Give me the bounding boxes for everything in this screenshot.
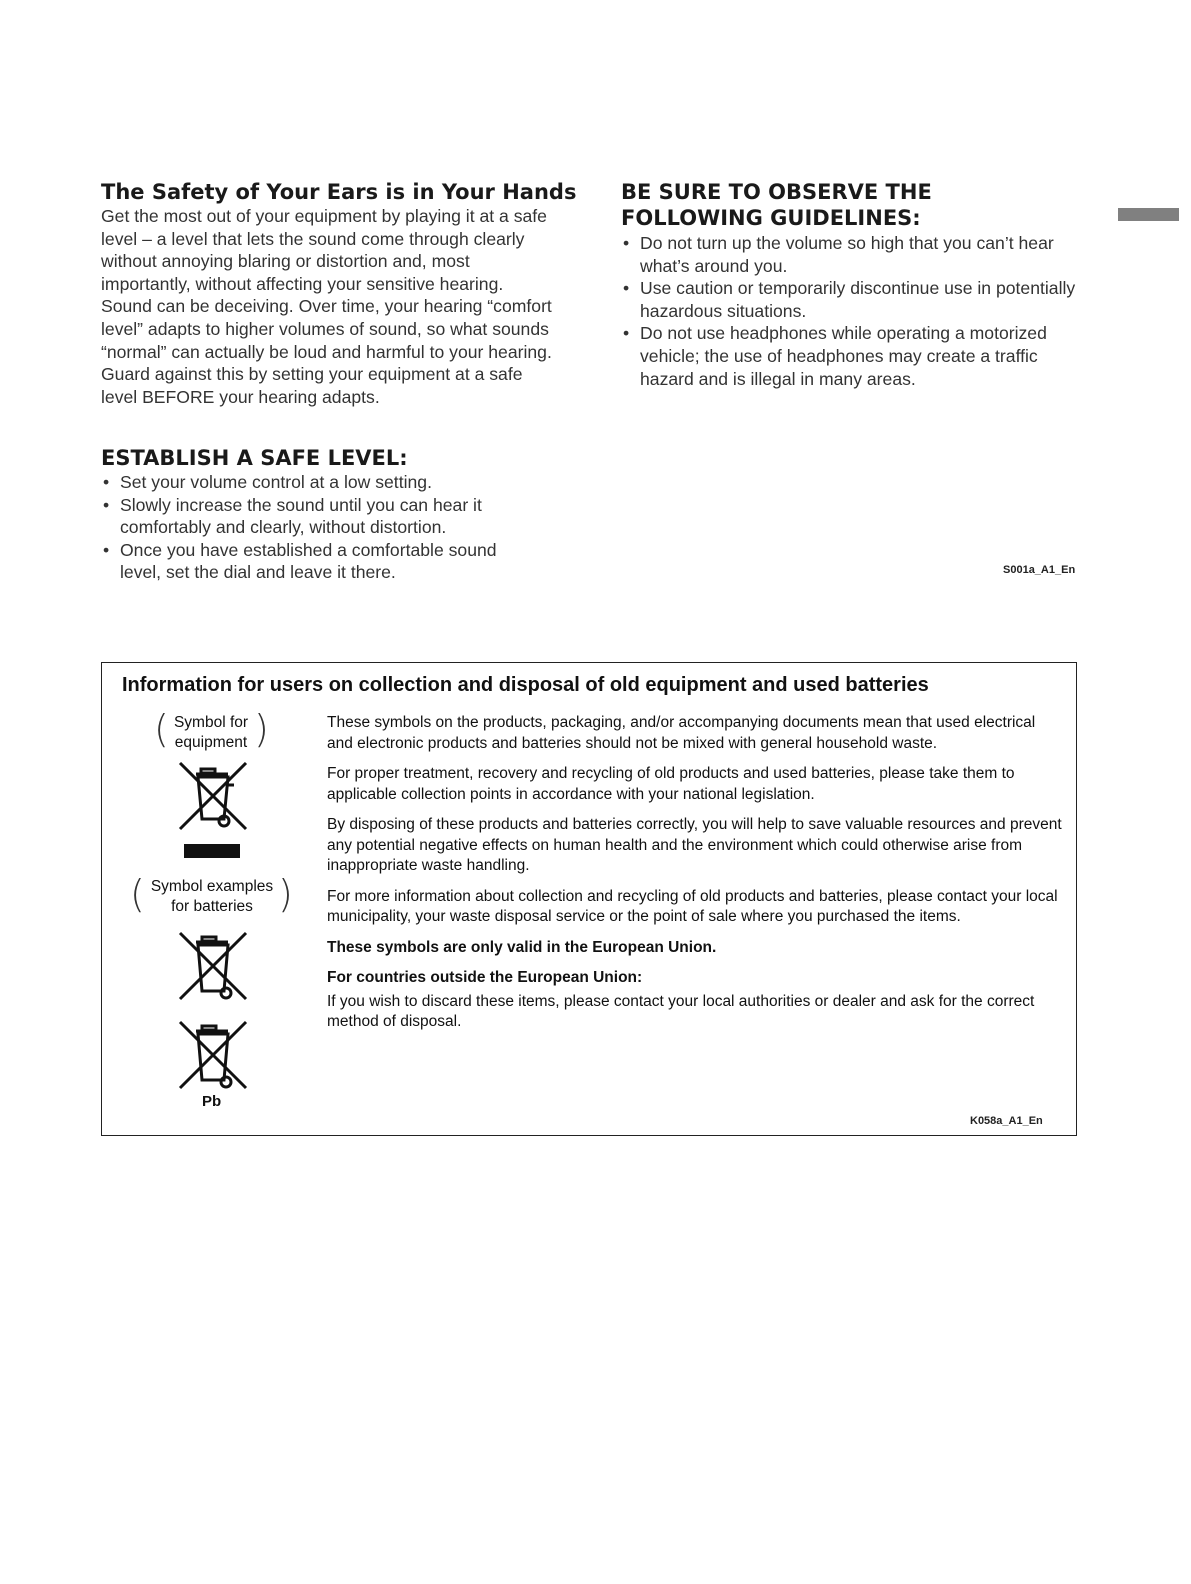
list-item: • Use caution or temporarily discontinue use in potentially hazardous situations. xyxy=(621,277,1076,322)
close-paren: ) xyxy=(254,707,269,751)
pb-label: Pb xyxy=(202,1093,222,1110)
disposal-box-title: Information for users on collection and disposal of old equipment and used batteries xyxy=(122,674,929,696)
ear-safety-title: The Safety of Your Ears is in Your Hands xyxy=(101,180,577,204)
crossed-out-wheelie-bin-icon xyxy=(176,759,250,833)
list-item: • Once you have established a comfortable sound level, set the dial and leave it there. xyxy=(101,539,531,584)
disposal-code: K058a_A1_En xyxy=(970,1115,1043,1127)
disposal-info-box xyxy=(101,662,1077,1136)
list-item: • Do not use headphones while operating a motorized vehicle; the use of headphones may create a traffic hazard and is illegal in many areas. xyxy=(621,322,1076,390)
list-item: • Do not turn up the volume so high that you can’t hear what’s around you. xyxy=(621,232,1076,277)
disposal-paragraph: These symbols on the products, packaging, and/or accompanying documents mean that used electrical and electronic products and batteries should not be mixed with general household waste. xyxy=(327,714,1036,752)
disposal-paragraph: For more information about collection and recycling of old products and batteries, please contact your local municipality, your waste disposal service or the point of sale where you purchased the items. xyxy=(327,887,1058,925)
list-item: • Set your volume control at a low setting. xyxy=(101,471,531,494)
outside-eu-text: If you wish to discard these items, please contact your local authorities or dealer and ask for the correct method of disposal. xyxy=(327,992,1035,1030)
close-paren: ) xyxy=(278,872,293,916)
eu-validity-note: These symbols are only valid in the European Union. xyxy=(327,938,717,956)
disposal-paragraph: By disposing of these products and batteries correctly, you will help to save valuable resources and prevent any potential negative effects on human health and the environment which could otherwise arise from inappropriate waste handling. xyxy=(327,816,1062,874)
section-tab-marker xyxy=(1118,208,1179,221)
symbol-batteries-label: Symbol examples for batteries xyxy=(150,878,274,915)
outside-eu-title: For countries outside the European Union: xyxy=(327,969,643,986)
crossed-out-battery-bin-icon xyxy=(176,929,250,1003)
crossed-out-battery-bin-icon xyxy=(176,1018,250,1092)
safe-level-title: ESTABLISH A SAFE LEVEL: xyxy=(101,446,408,470)
section-code: S001a_A1_En xyxy=(1003,564,1076,576)
guidelines-list xyxy=(621,232,1076,390)
list-item: • Slowly increase the sound until you can hear it comfortably and clearly, without distortion. xyxy=(101,494,531,539)
open-paren: ( xyxy=(154,707,169,751)
guidelines-title: BE SURE TO OBSERVE THE FOLLOWING GUIDELINES: xyxy=(621,180,932,230)
symbol-equipment-label: Symbol for equipment xyxy=(173,714,249,751)
disposal-paragraph: For proper treatment, recovery and recycling of old products and used batteries, please take them to applicable collection points in accordance with your national legislation. xyxy=(327,765,1015,803)
black-bar-marker xyxy=(184,844,240,858)
disposal-text xyxy=(327,713,1065,1043)
safe-level-list xyxy=(101,471,531,584)
open-paren: ( xyxy=(130,872,145,916)
ear-safety-paragraph: Get the most out of your equipment by playing it at a safe level – a level that lets the sound come through clearly without annoying blaring or distortion and, most importantly, without affecting your sensitive hearing. Sound can be deceiving. Over time, your hearing “comfort level” adapts to higher volumes of sound, so what sounds “normal” can actually be loud and harmful to your hearing. Guard against this by setting your equipment at a safe level BEFORE your hearing adapts. xyxy=(101,206,552,407)
